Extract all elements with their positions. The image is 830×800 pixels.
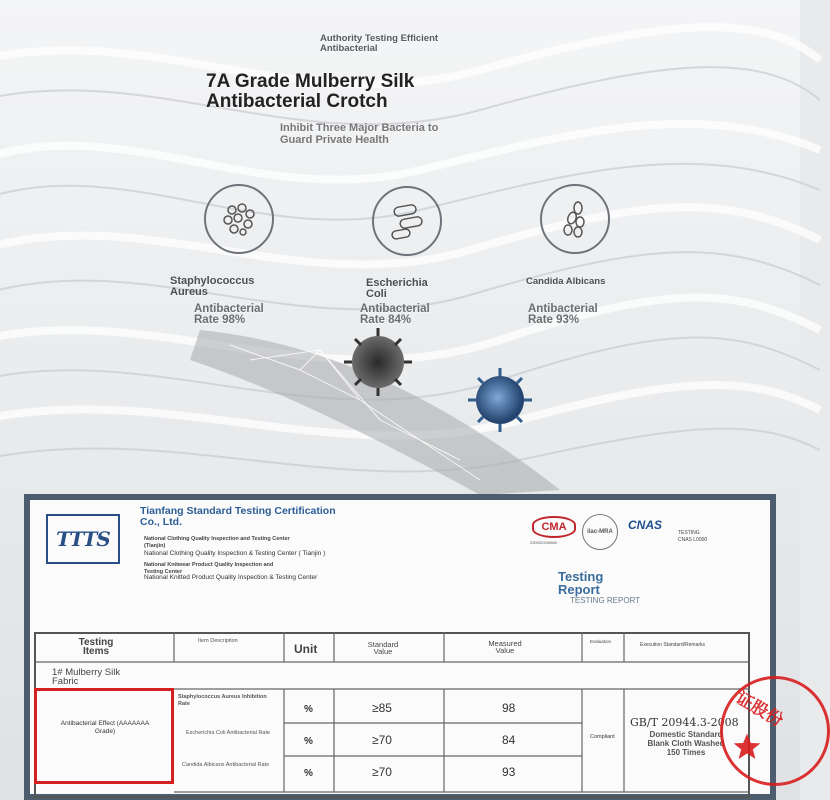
bacteria-name-1: Staphylococcus Aureus <box>170 275 255 298</box>
stamp-text: 证股份 <box>732 688 787 731</box>
cma-logo-text: CMA <box>541 521 567 533</box>
standard-code: GB/T 20944.3-2008 <box>630 716 739 729</box>
org-line-1: National Clothing Quality Inspection and Testing Center (Tianjin) <box>144 536 290 549</box>
bacteria-name-2: Escherichia Coli <box>366 277 428 300</box>
row-1-unit: % <box>304 704 313 715</box>
cnas-line-1: TESTING <box>678 530 700 536</box>
evaluation-value: Compliant <box>590 734 615 740</box>
row-2-measured: 84 <box>502 733 516 747</box>
header-measured-value: Measured Value <box>488 639 522 655</box>
cnas-line-2: CNAS L0000 <box>678 537 708 543</box>
cnas-logo: CNAS <box>628 518 663 532</box>
category-label: Antibacterial Effect (AAAAAAA Grade) <box>60 720 150 735</box>
header-item-description: Item Description <box>198 638 238 644</box>
row-1-description: Staphylococcus Aureus Inhibition Rate <box>178 694 267 707</box>
red-stamp <box>720 676 830 786</box>
yeast-icon <box>540 184 610 254</box>
row-3-description: Candida Albicans Antibacterial Rate <box>182 762 270 768</box>
group-label: 1# Mulberry Silk Fabric <box>52 667 121 687</box>
ilac-mra-logo <box>582 514 618 550</box>
rod-bacteria-icon <box>372 186 442 256</box>
header-evaluation: Evaluation <box>590 639 612 644</box>
org-name: Tianfang Standard Testing Certification Co., Ltd. <box>140 505 336 528</box>
row-2-description: Escherichia Coli Antibacterial Rate <box>186 730 271 736</box>
category-highlight-box <box>34 688 174 784</box>
ttts-logo <box>46 514 120 564</box>
header-testing-items: Testing Items <box>78 637 114 657</box>
ilac-mra-text: ilac-MRA <box>587 529 613 535</box>
report-title: Testing Report <box>558 569 604 597</box>
row-2-unit: % <box>304 736 313 747</box>
star-icon <box>731 731 763 763</box>
ttts-logo-text: TTTS <box>56 527 110 551</box>
bacteria-rate-2: Antibacterial Rate 84% <box>360 303 430 326</box>
row-1-standard: ≥85 <box>372 701 392 715</box>
row-2-standard: ≥70 <box>372 733 392 747</box>
org-line-4: National Knitted Product Quality Inspection & Testing Center <box>144 574 318 581</box>
page-subtitle: Inhibit Three Major Bacteria to Guard Private Health <box>280 122 439 146</box>
page-title: 7A Grade Mulberry Silk Antibacterial Crotch <box>206 71 415 112</box>
report-title-en: TESTING REPORT <box>570 596 641 605</box>
cocci-cluster-icon <box>204 184 274 254</box>
standard-remark: Domestic Standard Blank Cloth Washed 150 Times <box>647 730 725 757</box>
org-line-3: National Knitwear Product Quality Inspection and Testing Center <box>144 562 274 575</box>
cma-logo <box>532 516 576 538</box>
authority-caption: Authority Testing Efficient Antibacterial <box>320 33 439 54</box>
cma-number: 230020349066 <box>530 540 557 545</box>
row-3-unit: % <box>304 768 313 779</box>
row-3-standard: ≥70 <box>372 765 392 779</box>
header-unit: Unit <box>294 642 318 656</box>
bacteria-rate-3: Antibacterial Rate 93% <box>528 303 598 326</box>
org-line-2: National Clothing Quality Inspection & Testing Center ( Tianjin ) <box>144 550 326 557</box>
row-1-measured: 98 <box>502 701 516 715</box>
results-table <box>34 632 750 798</box>
bacteria-rate-1: Antibacterial Rate 98% <box>194 303 264 326</box>
header-standard-value: Standard Value <box>367 640 399 656</box>
row-3-measured: 93 <box>502 765 516 779</box>
header-execution-standard: Execution Standard/Remarks <box>640 642 706 648</box>
test-report-document <box>24 494 787 800</box>
bacteria-name-3: Candida Albicans <box>526 276 606 287</box>
